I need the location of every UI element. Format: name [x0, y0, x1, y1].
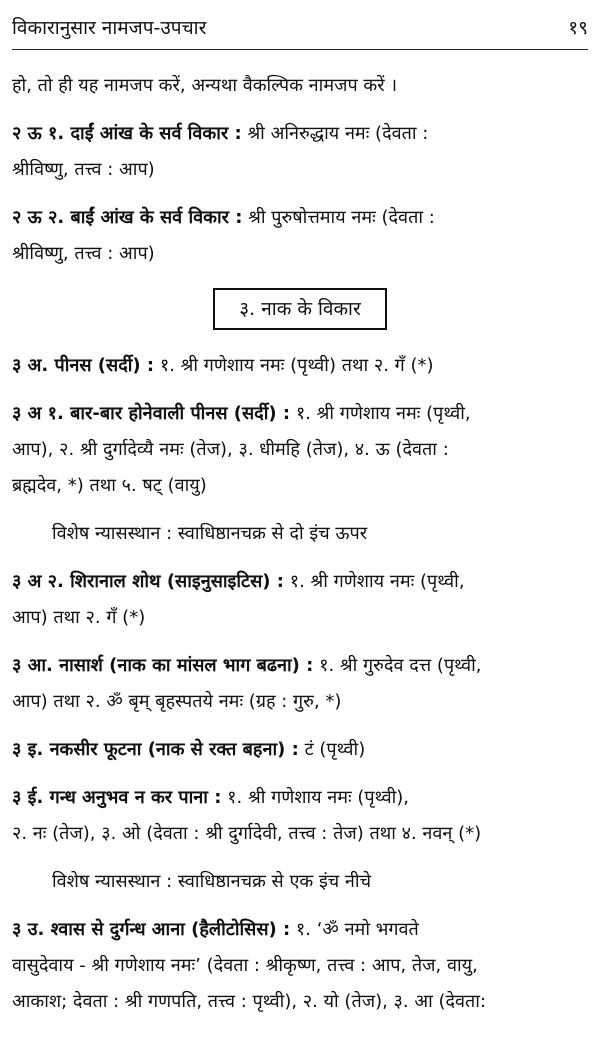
entry-text: १. श्री गुरुदेव दत्त (पृथ्वी,: [313, 655, 482, 676]
entry-text: ब्रह्मदेव, *) तथा ५. षट् (वायु): [12, 475, 207, 496]
page-header: [12, 0, 588, 50]
header-title: विकारानुसार नामजप-उपचार: [12, 16, 207, 39]
entry-text: आप) तथा २. ॐ बृम् बृहस्पतये नमः (ग्रह : गुरु, *): [12, 691, 342, 712]
entry-heading: ३ अ २. शिरानाल शोथ (साइनुसाइटिस) :: [12, 571, 284, 592]
entry-heading: २ ऊ २. बाईं आंख के सर्व विकार :: [12, 207, 243, 228]
entry-text: १. श्री गणेशाय नमः (पृथ्वी),: [221, 787, 410, 808]
entry-text: १. श्री गणेशाय नमः (पृथ्वी) तथा २. गँ (*): [154, 355, 434, 376]
entry-heading: ३ इ. नकसीर फूटना (नाक से रक्त बहना) :: [12, 739, 299, 760]
entry-recurring-cold: [12, 396, 588, 504]
entry-loss-of-smell: [12, 780, 588, 852]
intro-paragraph: हो, तो ही यह नामजप करें, अन्यथा वैकल्पिक नामजप करें ।: [12, 75, 398, 96]
entry-text: २. नः (तेज), ३. ओ (देवता : श्री दुर्गादेवी, तत्त्व : तेज) तथा ४. नवन् (*): [12, 823, 482, 844]
entry-right-eye: [12, 116, 588, 188]
page-number: १९: [568, 16, 588, 39]
entry-nasal-polyp: [12, 648, 588, 720]
entry-sinusitis: [12, 564, 588, 636]
entry-text: आप), २. श्री दुर्गादेव्यै नमः (तेज), ३. धीमहि (तेज), ४. ऊ (देवता :: [12, 439, 449, 460]
entry-heading: ३ अ. पीनस (सर्दी) :: [12, 355, 155, 376]
entry-text: टं (पृथ्वी): [298, 739, 366, 760]
entry-halitosis: [12, 912, 588, 1020]
entry-text: आकाश; देवता : श्री गणपति, तत्त्व : पृथ्वी), २. यो (तेज), ३. आ (देवता:: [12, 991, 487, 1012]
entry-text: श्री अनिरुद्धाय नमः (देवता :: [241, 123, 429, 144]
entry-text: आप) तथा २. गँ (*): [12, 607, 146, 628]
entry-text: १. श्री गणेशाय नमः (पृथ्वी,: [283, 571, 465, 592]
entry-text: श्रीविष्णु, तत्त्व : आप): [12, 159, 155, 180]
entry-heading: ३ ई. गन्ध अनुभव न कर पाना :: [12, 787, 222, 808]
entry-heading: २ ऊ १. दाईं आंख के सर्व विकार :: [12, 123, 242, 144]
entry-left-eye: [12, 200, 588, 272]
entry-text: श्रीविष्णु, तत्त्व : आप): [12, 243, 155, 264]
section-heading-box: [12, 288, 588, 330]
entry-nosebleed: [12, 732, 588, 768]
special-note-1: विशेष न्यासस्थान : स्वाधिष्ठानचक्र से दो इंच ऊपर: [52, 523, 368, 544]
special-note-2: विशेष न्यासस्थान : स्वाधिष्ठानचक्र से एक इंच नीचे: [52, 871, 372, 892]
entry-text: वासुदेवाय - श्री गणेशाय नमः’ (देवता : श्रीकृष्ण, तत्त्व : आप, तेज, वायु,: [12, 955, 478, 976]
entry-heading: ३ अ १. बार-बार होनेवाली पीनस (सर्दी) :: [12, 403, 291, 424]
entry-text: १. ‘ॐ नमो भगवते: [290, 919, 419, 940]
entry-cold: [12, 348, 588, 384]
entry-text: १. श्री गणेशाय नमः (पृथ्वी,: [290, 403, 471, 424]
entry-heading: ३ आ. नासार्श (नाक का मांसल भाग बढना) :: [12, 655, 314, 676]
section-heading: ३. नाक के विकार: [213, 288, 386, 330]
entry-text: श्री पुरुषोत्तमाय नमः (देवता :: [242, 207, 435, 228]
entry-heading: ३ उ. श्वास से दुर्गन्ध आना (हैलीटोसिस) :: [12, 919, 291, 940]
